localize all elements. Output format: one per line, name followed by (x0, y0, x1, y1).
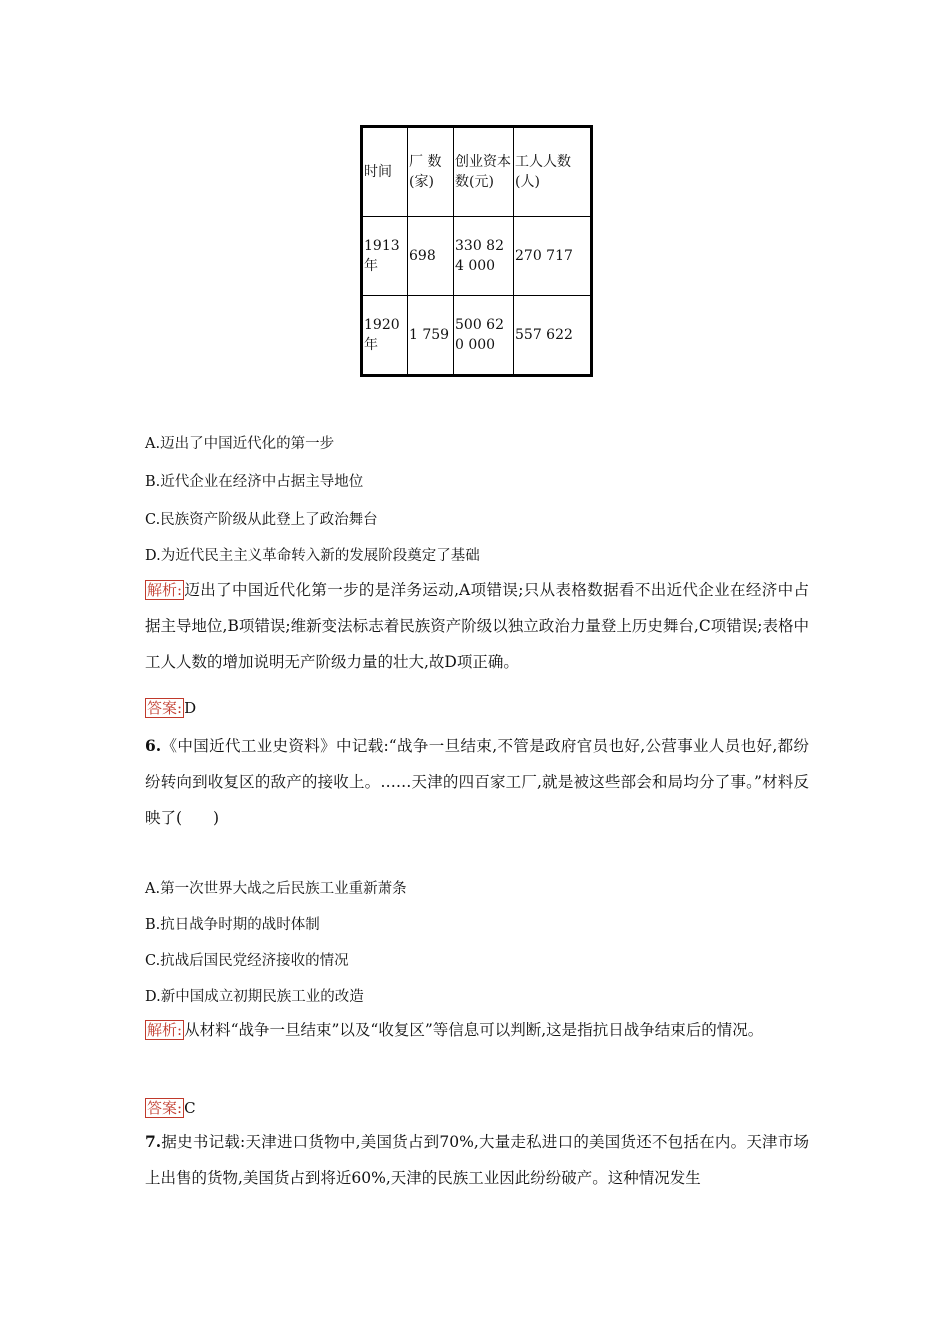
table-cell: 698 (408, 217, 454, 296)
answer-value: D (184, 699, 197, 717)
q6-option-b: B.抗日战争时期的战时体制 (145, 917, 320, 933)
q5-analysis (145, 572, 809, 680)
statistics-table (360, 125, 593, 377)
q6-stem (145, 728, 809, 836)
table-row (362, 217, 592, 296)
question-number: 6. (145, 736, 162, 755)
answer-label: 答案: (147, 699, 183, 717)
table-cell: 270 717 (514, 217, 592, 296)
table-cell: 1920年 (362, 296, 408, 376)
question-text: 《中国近代工业史资料》中记载:“战争一旦结束,不管是政府官员也好,公营事业人员也好,都纷纷转向到收复区的敌产的接收上。……天津的四百家工厂,就是被这些部会和局均分了事。”材料反映了( ) (145, 737, 809, 827)
q6-answer (145, 1096, 196, 1120)
analysis-text: 从材料“战争一旦结束”以及“收复区”等信息可以判断,这是指抗日战争结束后的情况。 (184, 1021, 764, 1039)
q5-option-a: A.迈出了中国近代化的第一步 (145, 436, 335, 452)
table-cell: 1913年 (362, 217, 408, 296)
table-header-cell: 创业资本 数(元) (454, 127, 514, 217)
q5-option-c: C.民族资产阶级从此登上了政治舞台 (145, 512, 378, 528)
table-header-row (362, 127, 592, 217)
answer-value: C (184, 1099, 196, 1117)
q6-analysis (145, 1012, 809, 1048)
table-header-cell: 厂 数(家) (408, 127, 454, 217)
q7-stem (145, 1124, 809, 1196)
table-header-cell: 时间 (362, 127, 408, 217)
table-cell: 500 620 000 (454, 296, 514, 376)
analysis-label: 解析: (147, 1021, 183, 1039)
answer-label: 答案: (147, 1099, 183, 1117)
q6-option-a: A.第一次世界大战之后民族工业重新萧条 (145, 881, 407, 897)
table-cell: 1 759 (408, 296, 454, 376)
question-text: 据史书记载:天津进口货物中,美国货占到70%,大量走私进口的美国货还不包括在内。天津市场上出售的货物,美国货占到将近60%,天津的民族工业因此纷纷破产。这种情况发生 (145, 1133, 809, 1187)
q6-option-d: D.新中国成立初期民族工业的改造 (145, 989, 364, 1005)
q5-answer (145, 696, 196, 720)
table-cell: 330 824 000 (454, 217, 514, 296)
table-cell: 557 622 (514, 296, 592, 376)
q5-option-d: D.为近代民主主义革命转入新的发展阶段奠定了基础 (145, 548, 480, 564)
q6-option-c: C.抗战后国民党经济接收的情况 (145, 953, 349, 969)
table-header-cell: 工人人数(人) (514, 127, 592, 217)
question-number: 7. (145, 1132, 162, 1151)
analysis-text: 迈出了中国近代化第一步的是洋务运动,A项错误;只从表格数据看不出近代企业在经济中占据主导地位,B项错误;维新变法标志着民族资产阶级以独立政治力量登上历史舞台,C项错误;表格中工人人数的增加说明无产阶级力量的壮大,故D项正确。 (145, 581, 809, 671)
q5-option-b: B.近代企业在经济中占据主导地位 (145, 474, 364, 490)
analysis-label: 解析: (147, 581, 183, 599)
table-row (362, 296, 592, 376)
